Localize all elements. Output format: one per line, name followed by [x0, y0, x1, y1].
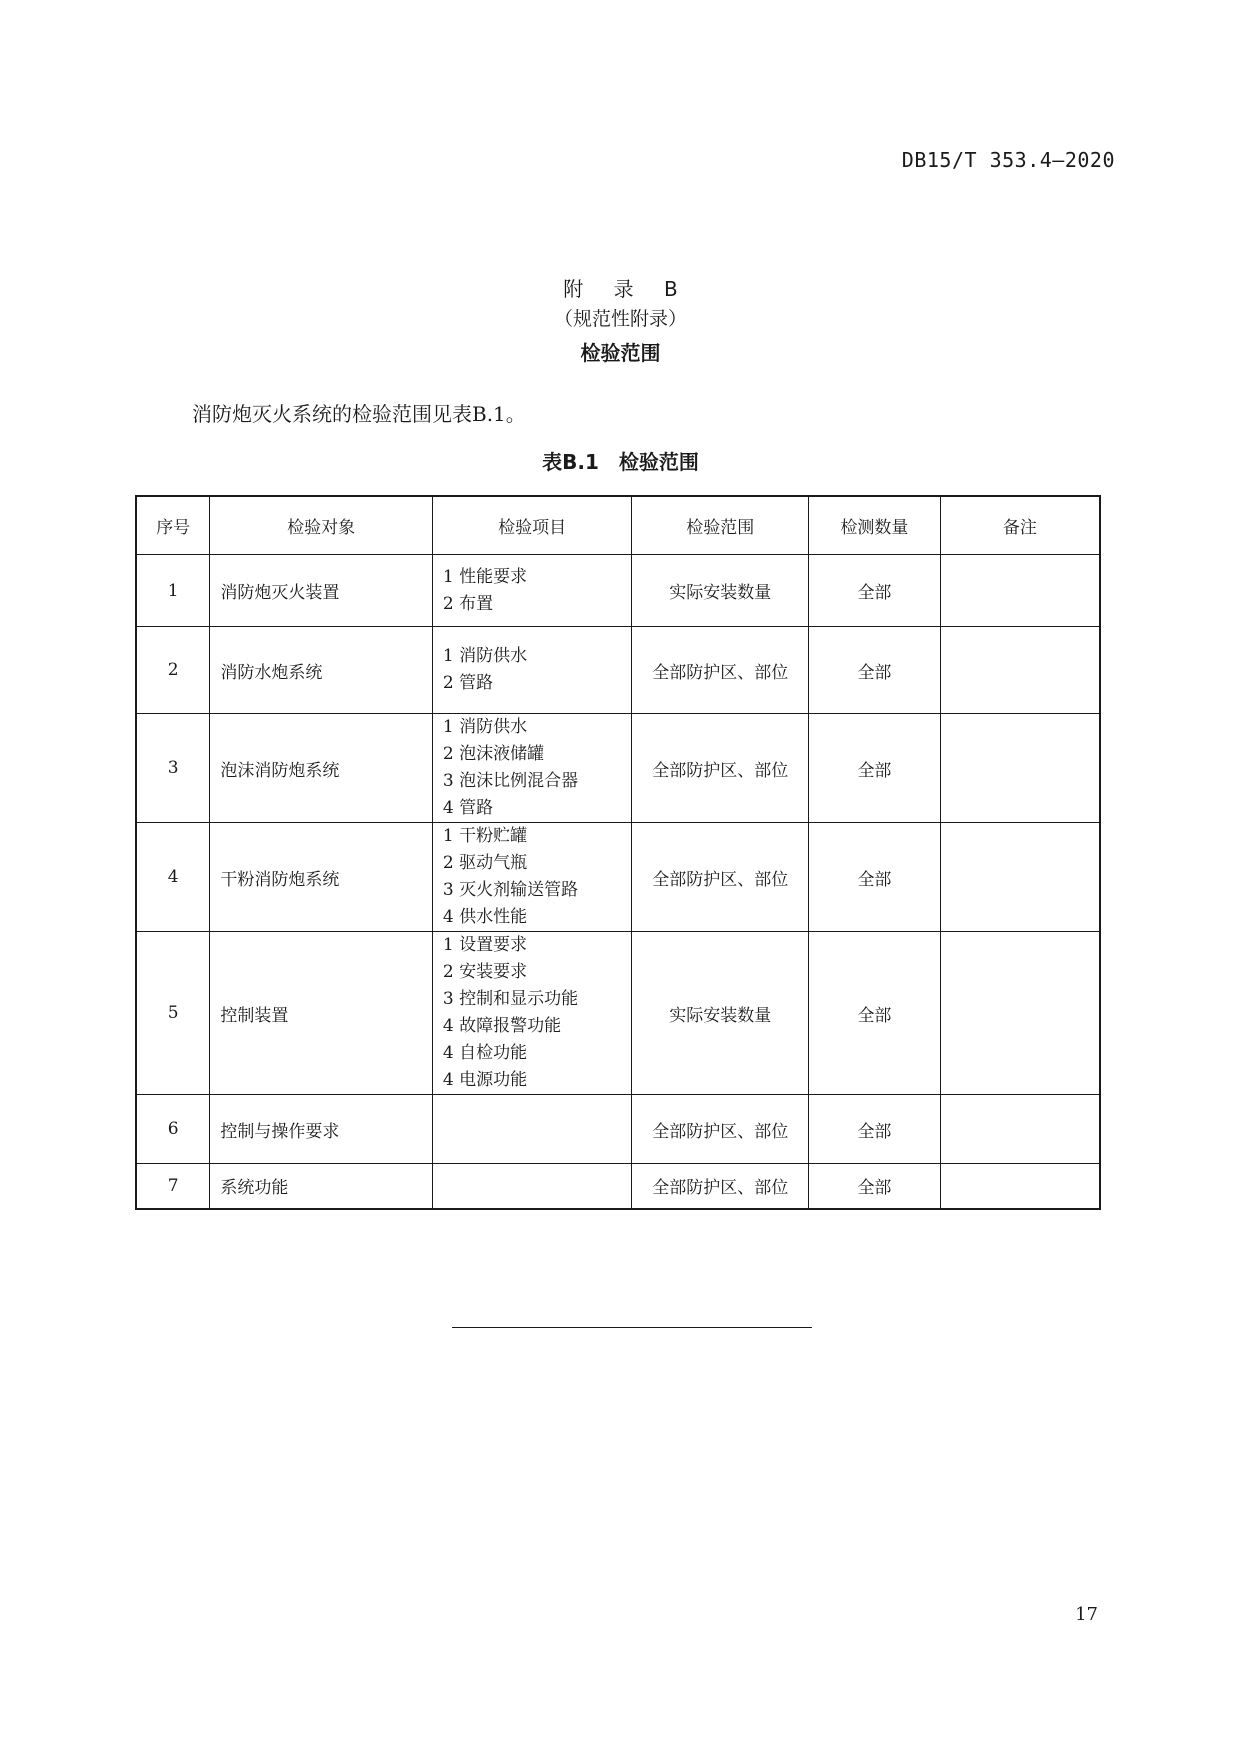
- table-row: [136, 627, 1100, 714]
- remark-cell: [940, 932, 1100, 1095]
- table-caption: [0, 446, 1241, 475]
- page-number: 17: [1075, 1604, 1098, 1625]
- appendix-title: 附 录 B: [563, 277, 690, 301]
- inspection-item: 2 驱动气瓶: [442, 853, 528, 873]
- inspection-item: 1 消防供水: [442, 646, 528, 666]
- header-cell-items: 检验项目: [432, 496, 632, 555]
- inspection-item: 3 泡沫比例混合器: [442, 771, 579, 791]
- inspection-item: 4 自检功能: [442, 1043, 528, 1063]
- appendix-name: 检验范围: [580, 341, 661, 365]
- inspection-item: 2 管路: [442, 673, 494, 693]
- table-row: [136, 1164, 1100, 1209]
- inspection-scope-cell: 全部防护区、部位: [632, 823, 809, 932]
- intro-paragraph: 消防炮灭火系统的检验范围见表B.1。: [192, 402, 526, 426]
- inspection-object-cell: 消防水炮系统: [210, 627, 432, 714]
- inspection-item: 4 故障报警功能: [442, 1016, 562, 1036]
- inspection-item: 4 电源功能: [442, 1070, 528, 1090]
- inspection-object-cell: 泡沫消防炮系统: [210, 714, 432, 823]
- table-body: [136, 555, 1100, 1209]
- inspection-item: 1 性能要求: [442, 566, 528, 587]
- inspection-quantity-cell: 全部: [809, 1095, 941, 1164]
- table-caption-text: 检验范围: [618, 450, 699, 474]
- row-number-cell: 3: [136, 714, 210, 823]
- inspection-scope-table: [135, 495, 1101, 1210]
- header-cell-object: 检验对象: [210, 496, 432, 555]
- table-row: [136, 823, 1100, 932]
- inspection-items-cell: [432, 932, 632, 1095]
- inspection-quantity-cell: 全部: [809, 714, 941, 823]
- inspection-object-cell: 消防炮灭火装置: [210, 555, 432, 627]
- table-row: [136, 932, 1100, 1095]
- row-number-cell: 2: [136, 627, 210, 714]
- inspection-object-cell: 控制与操作要求: [210, 1095, 432, 1164]
- inspection-quantity-cell: 全部: [809, 555, 941, 627]
- inspection-scope-cell: 全部防护区、部位: [632, 1095, 809, 1164]
- inspection-item: 2 泡沫液储罐: [442, 744, 545, 764]
- row-number-cell: 1: [136, 555, 210, 627]
- inspection-item: 1 设置要求: [442, 935, 528, 955]
- inspection-items-cell: [432, 714, 632, 823]
- inspection-items-cell: [432, 627, 632, 714]
- inspection-item: 1 消防供水: [442, 717, 528, 737]
- inspection-item: 3 灭火剂输送管路: [442, 880, 579, 900]
- header-cell-no: 序号: [136, 496, 210, 555]
- inspection-item: 1 干粉贮罐: [442, 826, 528, 846]
- inspection-quantity-cell: 全部: [809, 932, 941, 1095]
- header-cell-remark: 备注: [940, 496, 1100, 555]
- remark-cell: [940, 1164, 1100, 1209]
- row-number-cell: 4: [136, 823, 210, 932]
- inspection-scope-cell: 全部防护区、部位: [632, 714, 809, 823]
- inspection-object-cell: 系统功能: [210, 1164, 432, 1209]
- inspection-item: 4 管路: [442, 798, 494, 818]
- inspection-scope-cell: 实际安装数量: [632, 932, 809, 1095]
- table-caption-id: 表B.1: [542, 450, 599, 474]
- inspection-object-cell: 干粉消防炮系统: [210, 823, 432, 932]
- table-row: [136, 1095, 1100, 1164]
- table-row: [136, 555, 1100, 627]
- inspection-items-cell: [432, 1095, 632, 1164]
- remark-cell: [940, 1095, 1100, 1164]
- row-number-cell: 5: [136, 932, 210, 1095]
- remark-cell: [940, 627, 1100, 714]
- appendix-subtitle: （规范性附录）: [553, 308, 687, 330]
- inspection-scope-cell: 全部防护区、部位: [632, 1164, 809, 1209]
- header-cell-scope: 检验范围: [632, 496, 809, 555]
- document-code: DB15/T 353.4—2020: [901, 148, 1115, 172]
- row-number-cell: 7: [136, 1164, 210, 1209]
- inspection-object-cell: 控制装置: [210, 932, 432, 1095]
- inspection-item: 2 安装要求: [442, 962, 528, 982]
- remark-cell: [940, 555, 1100, 627]
- inspection-item: 2 布置: [442, 593, 494, 614]
- inspection-scope-cell: 全部防护区、部位: [632, 627, 809, 714]
- header-cell-quantity: 检测数量: [809, 496, 941, 555]
- inspection-item: 3 控制和显示功能: [442, 989, 579, 1009]
- remark-cell: [940, 823, 1100, 932]
- inspection-items-cell: [432, 1164, 632, 1209]
- remark-cell: [940, 714, 1100, 823]
- inspection-item: 4 供水性能: [442, 907, 528, 927]
- inspection-items-cell: [432, 823, 632, 932]
- table-header-row: [136, 496, 1100, 555]
- inspection-items-cell: [432, 555, 632, 627]
- row-number-cell: 6: [136, 1095, 210, 1164]
- inspection-scope-cell: 实际安装数量: [632, 555, 809, 627]
- table-row: [136, 714, 1100, 823]
- end-rule: [452, 1327, 812, 1328]
- inspection-quantity-cell: 全部: [809, 1164, 941, 1209]
- inspection-quantity-cell: 全部: [809, 823, 941, 932]
- inspection-quantity-cell: 全部: [809, 627, 941, 714]
